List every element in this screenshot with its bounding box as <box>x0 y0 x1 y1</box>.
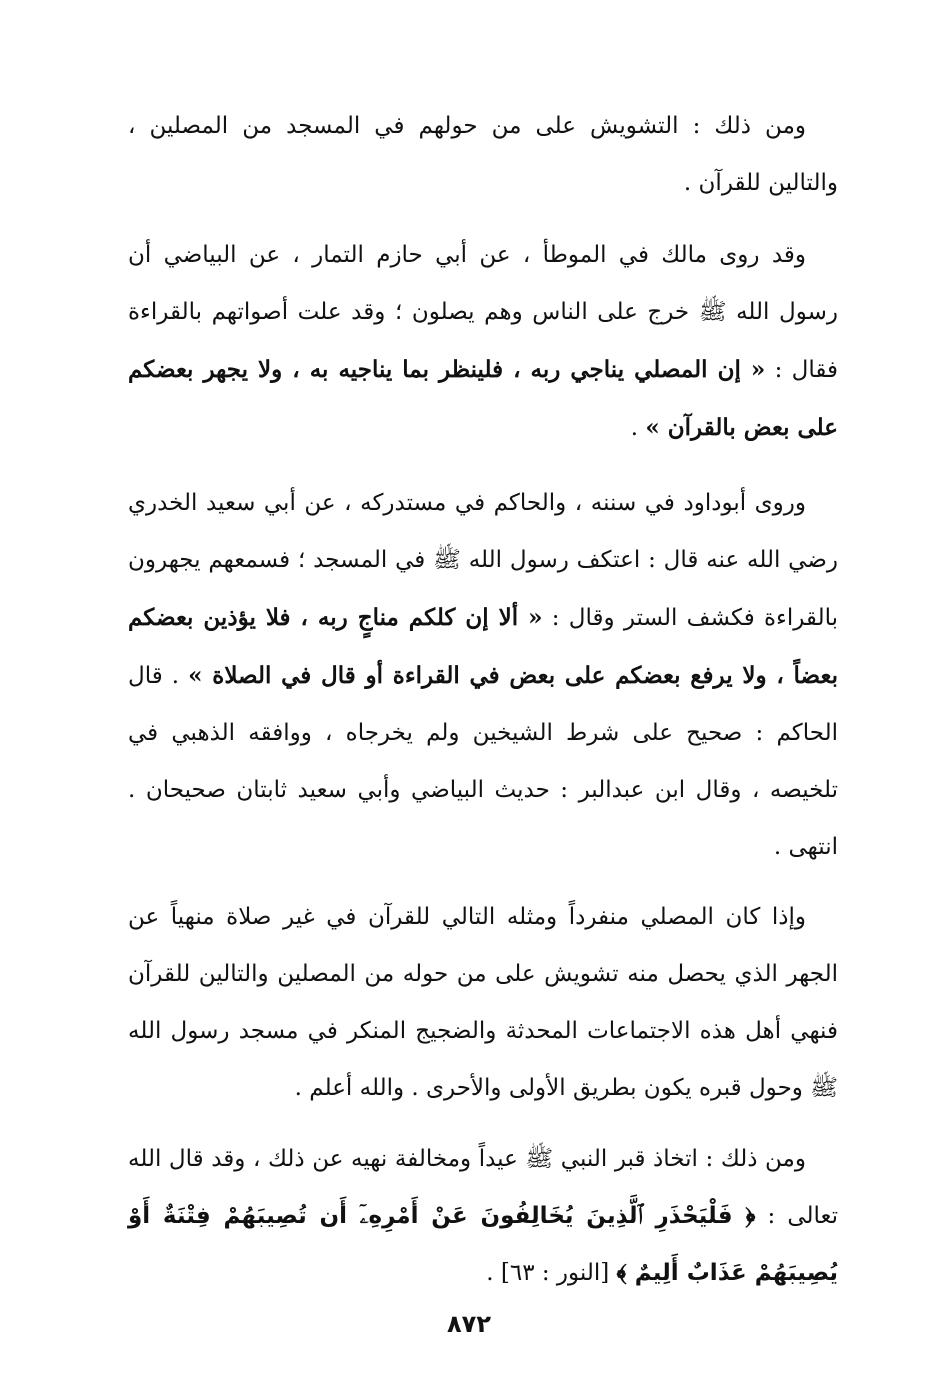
paragraph-2 <box>128 227 838 457</box>
paragraph-4-text: وإذا كان المصلي منفرداً ومثله التالي للقرآن في غير صلاة منهياً عن الجهر الذي يحصل منه تشويش على من حوله من المصلين والتالين للقرآن فنهي أهل هذه الاجتماعات المحدثة والضجيج المنكر في مسجد رسول الله ﷺ وحول قبره يكون بطريق الأولى والأحرى . والله أعلم . <box>128 904 838 1101</box>
paragraph-5-end: [النور : ٦٣] . <box>486 1260 617 1286</box>
paragraph-4 <box>128 889 838 1117</box>
paragraph-2-text: وقد روى مالك في الموطأ ، عن أبي حازم التمار ، عن البياضي أن رسول الله ﷺ خرج على الناس وهم يصلون ؛ وقد علت أصواتهم بالقراءة فقال : <box>128 242 838 383</box>
paragraph-3 <box>128 475 838 876</box>
paragraph-1-text: ومن ذلك : التشويش على من حولهم في المسجد من المصلين ، والتالين للقرآن . <box>128 113 838 196</box>
paragraph-2-end: . <box>630 415 646 441</box>
paragraph-3-end: . قال الحاكم : صحيح على شرط الشيخين ولم يخرجاه ، ووافقه الذهبي في تلخيصه ، وقال ابن عبدالبر : حديث البياضي وأبي سعيد ثابتان صحيحان . انتهى . <box>128 663 838 860</box>
paragraph-3-text: وروى أبوداود في سننه ، والحاكم في مستدركه ، عن أبي سعيد الخدري رضي الله عنه قال : اعتكف رسول الله ﷺ في المسجد ؛ فسمعهم يجهرون بالقراءة فكشف الستر وقال : <box>128 490 838 631</box>
paragraph-5 <box>128 1131 838 1302</box>
page-body <box>128 98 838 1313</box>
hadith-quote: « إن المصلي يناجي ربه ، فلينظر بما يناجيه به ، ولا يجهر بعضكم على بعض بالقرآن » <box>128 356 838 441</box>
paragraph-5-text: ومن ذلك : اتخاذ قبر النبي ﷺ عيداً ومخالفة نهيه عن ذلك ، وقد قال الله تعالى : <box>128 1146 838 1229</box>
quran-verse: ﴿ فَلْيَحْذَرِ ٱلَّذِينَ يُخَالِفُونَ عَنْ أَمْرِهِۦٓ أَن تُصِيبَهُمْ فِتْنَةٌ أَوْ يُصِيبَهُمْ عَذَابٌ أَلِيمٌ ﴾ <box>128 1203 838 1286</box>
paragraph-1 <box>128 98 838 212</box>
hadith-quote: « ألا إن كلكم مناجٍ ربه ، فلا يؤذين بعضكم بعضاً ، ولا يرفع بعضكم على بعض في القراءة أو قال في الصلاة » <box>128 604 838 689</box>
page-number: ٨٧٢ <box>447 1310 491 1338</box>
